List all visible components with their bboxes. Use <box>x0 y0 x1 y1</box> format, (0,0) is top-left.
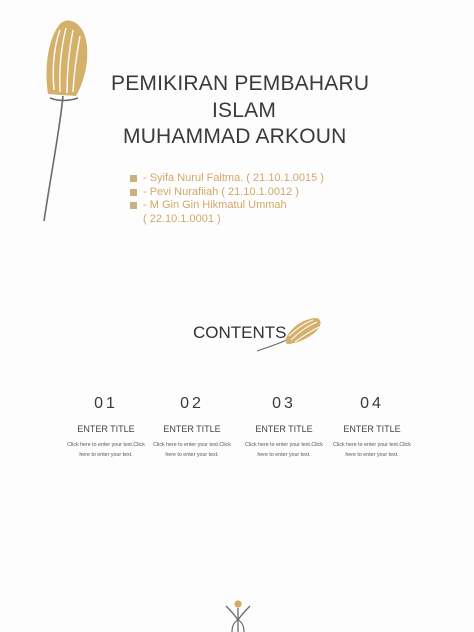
flower-icon <box>38 18 98 223</box>
item-title[interactable]: ENTER TITLE <box>255 424 313 434</box>
item-number: 03 <box>272 395 296 412</box>
author-item <box>130 172 324 186</box>
author-text: - M Gin Gin Hikmatul Ummah <box>143 199 287 211</box>
title-slide <box>0 0 474 300</box>
item-text-line-1[interactable]: Click here to enter your text.Click <box>153 442 231 448</box>
title-line-3: MUHAMMAD ARKOUN <box>123 125 347 148</box>
title-line-2: ISLAM <box>212 99 277 122</box>
square-bullet-icon <box>130 202 137 209</box>
author-item <box>130 199 324 213</box>
item-text-line-1[interactable]: Click here to enter your text.Click <box>333 442 411 448</box>
sprig-icon <box>222 596 254 632</box>
author-text: - Pevi Nurafiiah ( 21.10.1.0012 ) <box>143 185 299 198</box>
author-item-continuation <box>130 213 324 227</box>
item-text-line-2[interactable]: here to enter your text. <box>345 452 399 458</box>
contents-slide <box>0 300 474 632</box>
contents-item-3 <box>239 395 329 460</box>
item-title[interactable]: ENTER TITLE <box>77 424 135 434</box>
item-text-line-2[interactable]: here to enter your text. <box>79 452 133 458</box>
contents-title: CONTENTS <box>193 323 287 342</box>
item-number: 01 <box>94 395 118 412</box>
item-title[interactable]: ENTER TITLE <box>343 424 401 434</box>
contents-item-2 <box>147 395 237 460</box>
contents-item-1 <box>61 395 151 460</box>
item-text-line-2[interactable]: here to enter your text. <box>165 452 219 458</box>
item-text-line-1[interactable]: Click here to enter your text.Click <box>67 442 145 448</box>
author-item <box>130 186 324 200</box>
title-line-1: PEMIKIRAN PEMBAHARU <box>111 72 370 95</box>
square-bullet-icon <box>130 189 137 196</box>
author-list <box>130 172 324 226</box>
square-bullet-icon <box>130 175 137 182</box>
item-text-line-1[interactable]: Click here to enter your text.Click <box>245 442 323 448</box>
item-number: 04 <box>360 395 384 412</box>
item-title[interactable]: ENTER TITLE <box>163 424 221 434</box>
author-text: - Syifa Nurul Faltma. ( 21.10.1.0015 ) <box>143 172 324 184</box>
flower-icon <box>255 314 325 354</box>
author-text: ( 22.10.1.0001 ) <box>143 212 221 225</box>
item-text-line-2[interactable]: here to enter your text. <box>257 452 311 458</box>
contents-item-4 <box>327 395 417 460</box>
item-number: 02 <box>180 395 204 412</box>
